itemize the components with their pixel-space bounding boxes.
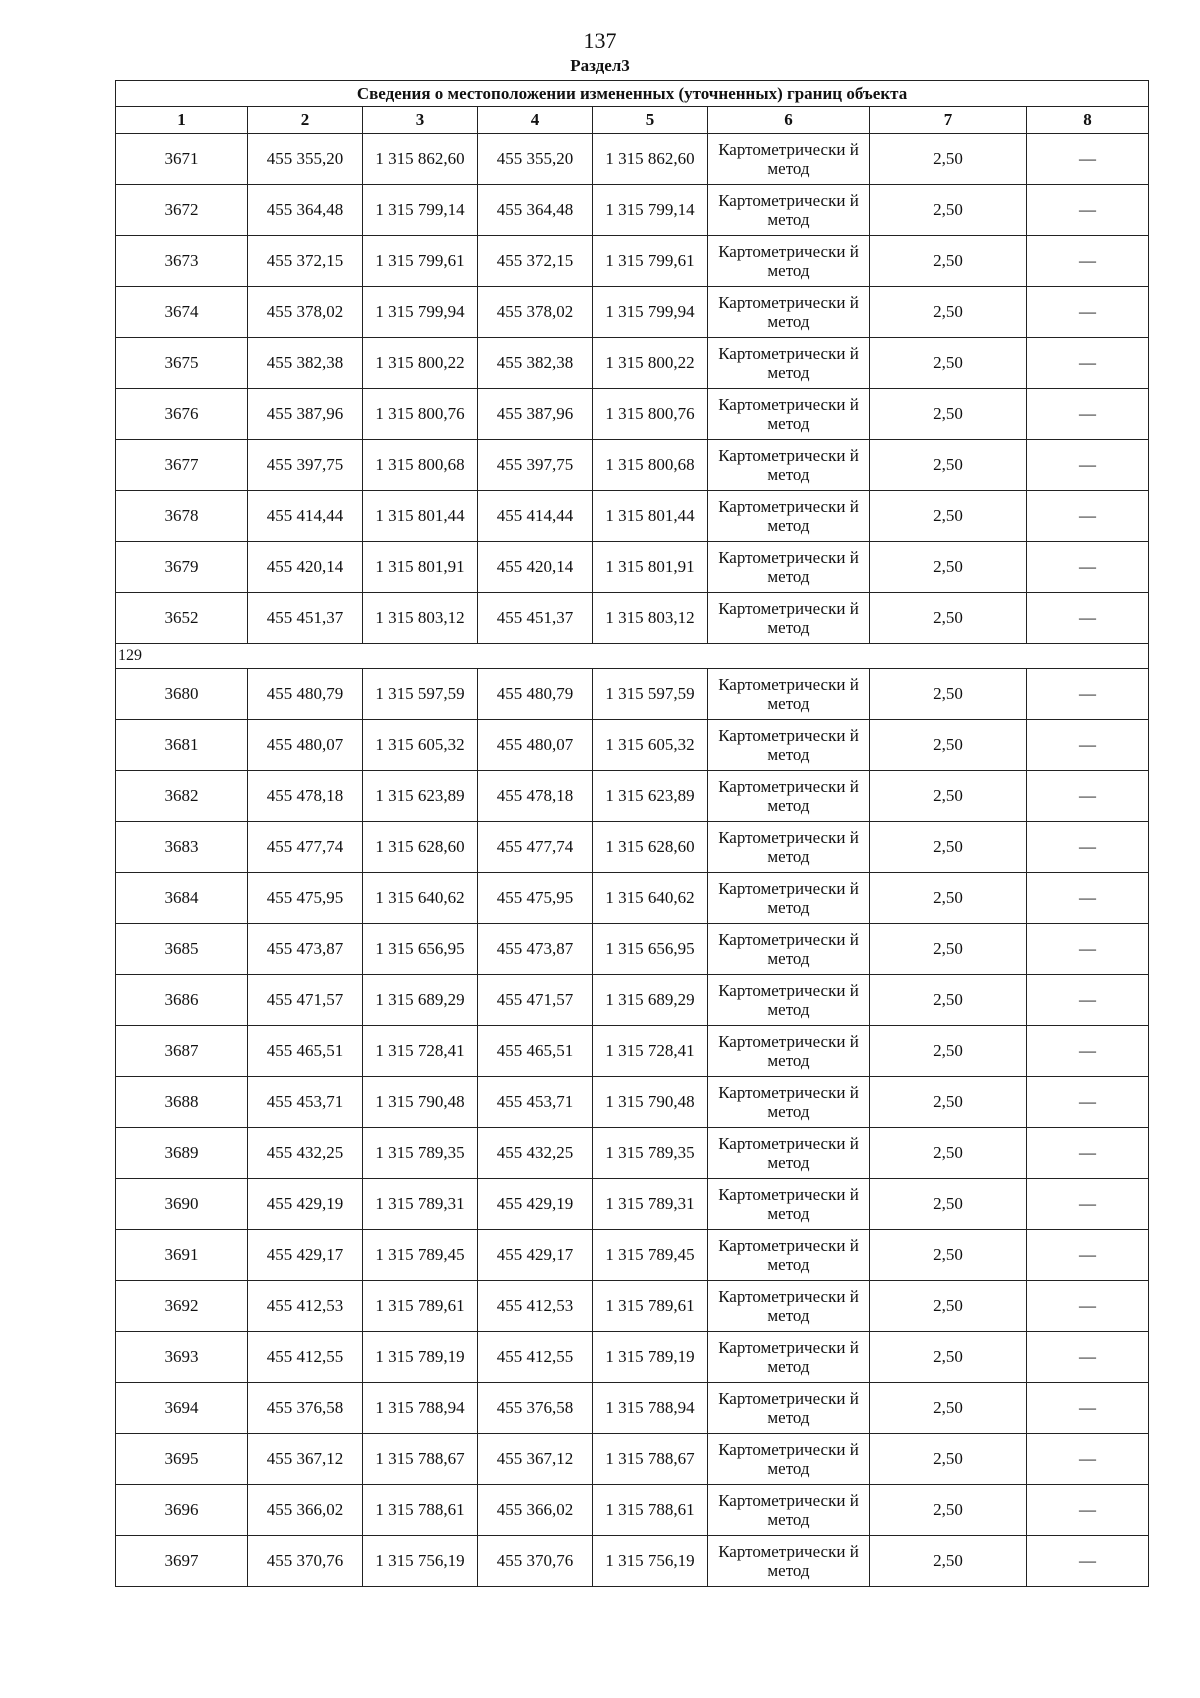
accuracy-cell: 2,50 [870,975,1027,1026]
y-new-cell: 1 315 788,61 [593,1485,708,1536]
x-old-cell: 455 478,18 [248,771,363,822]
section-title: Раздел3 [570,56,630,75]
accuracy-cell: 2,50 [870,185,1027,236]
table-row [116,185,1149,236]
column-header: 4 [478,107,593,134]
y-new-cell: 1 315 862,60 [593,134,708,185]
y-old-cell: 1 315 801,91 [363,542,478,593]
table-row [116,236,1149,287]
description-cell: — [1027,542,1149,593]
table-row [116,542,1149,593]
y-old-cell: 1 315 799,14 [363,185,478,236]
method-cell: Картометрически й метод [708,287,870,338]
x-new-cell: 455 420,14 [478,542,593,593]
accuracy-cell: 2,50 [870,1026,1027,1077]
accuracy-cell: 2,50 [870,338,1027,389]
point-number-cell: 3685 [116,924,248,975]
y-old-cell: 1 315 862,60 [363,134,478,185]
table-row [116,1128,1149,1179]
x-old-cell: 455 382,38 [248,338,363,389]
table-row [116,593,1149,644]
description-cell: — [1027,1230,1149,1281]
group-label: 129 [116,644,1149,669]
description-cell: — [1027,1179,1149,1230]
x-new-cell: 455 376,58 [478,1383,593,1434]
table-row [116,1077,1149,1128]
x-old-cell: 455 453,71 [248,1077,363,1128]
description-cell: — [1027,720,1149,771]
y-old-cell: 1 315 789,61 [363,1281,478,1332]
table-row [116,669,1149,720]
x-new-cell: 455 477,74 [478,822,593,873]
x-old-cell: 455 366,02 [248,1485,363,1536]
table-row [116,389,1149,440]
point-number-cell: 3692 [116,1281,248,1332]
description-cell: — [1027,593,1149,644]
x-new-cell: 455 366,02 [478,1485,593,1536]
x-new-cell: 455 367,12 [478,1434,593,1485]
table-row [116,975,1149,1026]
y-old-cell: 1 315 801,44 [363,491,478,542]
table-row [116,440,1149,491]
method-cell: Картометрически й метод [708,1179,870,1230]
x-old-cell: 455 477,74 [248,822,363,873]
method-cell: Картометрически й метод [708,1536,870,1587]
x-new-cell: 455 364,48 [478,185,593,236]
table-row [116,1536,1149,1587]
method-cell: Картометрически й метод [708,338,870,389]
table-row [116,287,1149,338]
description-cell: — [1027,924,1149,975]
column-header: 6 [708,107,870,134]
x-old-cell: 455 376,58 [248,1383,363,1434]
accuracy-cell: 2,50 [870,1434,1027,1485]
description-cell: — [1027,389,1149,440]
table-row [116,873,1149,924]
x-old-cell: 455 414,44 [248,491,363,542]
x-new-cell: 455 453,71 [478,1077,593,1128]
method-cell: Картометрически й метод [708,236,870,287]
point-number-cell: 3682 [116,771,248,822]
description-cell: — [1027,1536,1149,1587]
y-new-cell: 1 315 728,41 [593,1026,708,1077]
description-cell: — [1027,669,1149,720]
x-old-cell: 455 355,20 [248,134,363,185]
y-new-cell: 1 315 790,48 [593,1077,708,1128]
point-number-cell: 3673 [116,236,248,287]
description-cell: — [1027,338,1149,389]
accuracy-cell: 2,50 [870,287,1027,338]
point-number-cell: 3694 [116,1383,248,1434]
x-new-cell: 455 387,96 [478,389,593,440]
point-number-cell: 3683 [116,822,248,873]
table-row [116,1434,1149,1485]
y-new-cell: 1 315 800,76 [593,389,708,440]
description-cell: — [1027,287,1149,338]
table-row [116,771,1149,822]
column-header: 2 [248,107,363,134]
y-old-cell: 1 315 799,94 [363,287,478,338]
y-new-cell: 1 315 799,94 [593,287,708,338]
x-new-cell: 455 480,79 [478,669,593,720]
table-row [116,1485,1149,1536]
y-old-cell: 1 315 756,19 [363,1536,478,1587]
y-new-cell: 1 315 800,68 [593,440,708,491]
y-old-cell: 1 315 799,61 [363,236,478,287]
y-new-cell: 1 315 789,31 [593,1179,708,1230]
method-cell: Картометрически й метод [708,771,870,822]
point-number-cell: 3688 [116,1077,248,1128]
y-old-cell: 1 315 788,94 [363,1383,478,1434]
x-old-cell: 455 471,57 [248,975,363,1026]
method-cell: Картометрически й метод [708,1485,870,1536]
y-old-cell: 1 315 789,45 [363,1230,478,1281]
point-number-cell: 3674 [116,287,248,338]
accuracy-cell: 2,50 [870,771,1027,822]
y-old-cell: 1 315 605,32 [363,720,478,771]
x-new-cell: 455 451,37 [478,593,593,644]
accuracy-cell: 2,50 [870,389,1027,440]
point-number-cell: 3687 [116,1026,248,1077]
y-old-cell: 1 315 800,22 [363,338,478,389]
description-cell: — [1027,1281,1149,1332]
description-cell: — [1027,185,1149,236]
table-row [116,1179,1149,1230]
y-old-cell: 1 315 656,95 [363,924,478,975]
y-new-cell: 1 315 788,94 [593,1383,708,1434]
method-cell: Картометрически й метод [708,1332,870,1383]
description-cell: — [1027,1077,1149,1128]
boundary-table [115,80,1149,1587]
y-old-cell: 1 315 623,89 [363,771,478,822]
accuracy-cell: 2,50 [870,873,1027,924]
point-number-cell: 3678 [116,491,248,542]
description-cell: — [1027,1485,1149,1536]
y-new-cell: 1 315 597,59 [593,669,708,720]
x-new-cell: 455 471,57 [478,975,593,1026]
method-cell: Картометрически й метод [708,440,870,491]
x-new-cell: 455 475,95 [478,873,593,924]
y-new-cell: 1 315 623,89 [593,771,708,822]
point-number-cell: 3696 [116,1485,248,1536]
table-row [116,338,1149,389]
description-cell: — [1027,236,1149,287]
y-old-cell: 1 315 640,62 [363,873,478,924]
accuracy-cell: 2,50 [870,1077,1027,1128]
point-number-cell: 3675 [116,338,248,389]
accuracy-cell: 2,50 [870,440,1027,491]
y-new-cell: 1 315 803,12 [593,593,708,644]
accuracy-cell: 2,50 [870,491,1027,542]
description-cell: — [1027,1434,1149,1485]
x-old-cell: 455 420,14 [248,542,363,593]
accuracy-cell: 2,50 [870,720,1027,771]
method-cell: Картометрически й метод [708,491,870,542]
x-old-cell: 455 370,76 [248,1536,363,1587]
method-cell: Картометрически й метод [708,389,870,440]
method-cell: Картометрически й метод [708,873,870,924]
y-old-cell: 1 315 628,60 [363,822,478,873]
table-row [116,1230,1149,1281]
accuracy-cell: 2,50 [870,1128,1027,1179]
point-number-cell: 3671 [116,134,248,185]
point-number-cell: 3672 [116,185,248,236]
point-number-cell: 3697 [116,1536,248,1587]
column-header: 7 [870,107,1027,134]
column-header: 3 [363,107,478,134]
y-old-cell: 1 315 800,68 [363,440,478,491]
x-old-cell: 455 429,19 [248,1179,363,1230]
y-new-cell: 1 315 800,22 [593,338,708,389]
method-cell: Картометрически й метод [708,720,870,771]
x-new-cell: 455 378,02 [478,287,593,338]
method-cell: Картометрически й метод [708,1026,870,1077]
x-old-cell: 455 387,96 [248,389,363,440]
y-old-cell: 1 315 789,19 [363,1332,478,1383]
column-header: 8 [1027,107,1149,134]
y-new-cell: 1 315 789,35 [593,1128,708,1179]
y-old-cell: 1 315 788,61 [363,1485,478,1536]
y-old-cell: 1 315 789,31 [363,1179,478,1230]
point-number-cell: 3681 [116,720,248,771]
accuracy-cell: 2,50 [870,542,1027,593]
description-cell: — [1027,1332,1149,1383]
point-number-cell: 3690 [116,1179,248,1230]
point-number-cell: 3676 [116,389,248,440]
x-new-cell: 455 382,38 [478,338,593,389]
table-row [116,134,1149,185]
y-new-cell: 1 315 789,45 [593,1230,708,1281]
x-old-cell: 455 378,02 [248,287,363,338]
x-new-cell: 455 370,76 [478,1536,593,1587]
x-new-cell: 455 480,07 [478,720,593,771]
table-row [116,1383,1149,1434]
x-old-cell: 455 364,48 [248,185,363,236]
table-row [116,1332,1149,1383]
y-new-cell: 1 315 789,61 [593,1281,708,1332]
description-cell: — [1027,134,1149,185]
x-new-cell: 455 432,25 [478,1128,593,1179]
point-number-cell: 3652 [116,593,248,644]
x-old-cell: 455 475,95 [248,873,363,924]
accuracy-cell: 2,50 [870,1281,1027,1332]
column-header: 1 [116,107,248,134]
x-old-cell: 455 480,07 [248,720,363,771]
x-old-cell: 455 473,87 [248,924,363,975]
point-number-cell: 3693 [116,1332,248,1383]
x-old-cell: 455 412,53 [248,1281,363,1332]
table-caption: Сведения о местоположении измененных (уточненных) границ объекта [116,81,1149,107]
x-old-cell: 455 451,37 [248,593,363,644]
x-new-cell: 455 412,55 [478,1332,593,1383]
table-row [116,1281,1149,1332]
table-row [116,924,1149,975]
accuracy-cell: 2,50 [870,1332,1027,1383]
accuracy-cell: 2,50 [870,1230,1027,1281]
table-row [116,822,1149,873]
description-cell: — [1027,1383,1149,1434]
x-new-cell: 455 473,87 [478,924,593,975]
method-cell: Картометрически й метод [708,1281,870,1332]
x-old-cell: 455 429,17 [248,1230,363,1281]
y-new-cell: 1 315 789,19 [593,1332,708,1383]
y-new-cell: 1 315 799,14 [593,185,708,236]
x-new-cell: 455 355,20 [478,134,593,185]
description-cell: — [1027,975,1149,1026]
y-old-cell: 1 315 790,48 [363,1077,478,1128]
description-cell: — [1027,873,1149,924]
x-new-cell: 455 412,53 [478,1281,593,1332]
point-number-cell: 3695 [116,1434,248,1485]
x-old-cell: 455 397,75 [248,440,363,491]
table-caption-row [116,81,1149,107]
y-new-cell: 1 315 640,62 [593,873,708,924]
description-cell: — [1027,1128,1149,1179]
y-new-cell: 1 315 801,44 [593,491,708,542]
point-number-cell: 3689 [116,1128,248,1179]
y-new-cell: 1 315 628,60 [593,822,708,873]
method-cell: Картометрически й метод [708,185,870,236]
y-new-cell: 1 315 689,29 [593,975,708,1026]
table-row [116,491,1149,542]
point-number-cell: 3679 [116,542,248,593]
accuracy-cell: 2,50 [870,1485,1027,1536]
accuracy-cell: 2,50 [870,134,1027,185]
y-old-cell: 1 315 788,67 [363,1434,478,1485]
point-number-cell: 3680 [116,669,248,720]
method-cell: Картометрически й метод [708,1383,870,1434]
x-new-cell: 455 429,17 [478,1230,593,1281]
x-new-cell: 455 478,18 [478,771,593,822]
x-old-cell: 455 465,51 [248,1026,363,1077]
accuracy-cell: 2,50 [870,822,1027,873]
description-cell: — [1027,771,1149,822]
description-cell: — [1027,1026,1149,1077]
table-body [116,81,1149,1587]
x-old-cell: 455 412,55 [248,1332,363,1383]
accuracy-cell: 2,50 [870,669,1027,720]
point-number-cell: 3677 [116,440,248,491]
method-cell: Картометрически й метод [708,822,870,873]
y-new-cell: 1 315 656,95 [593,924,708,975]
table-group-row [116,644,1149,669]
point-number-cell: 3684 [116,873,248,924]
page-number: 137 [583,28,617,53]
table-row [116,720,1149,771]
y-new-cell: 1 315 801,91 [593,542,708,593]
accuracy-cell: 2,50 [870,924,1027,975]
description-cell: — [1027,491,1149,542]
table-header-row [116,107,1149,134]
x-old-cell: 455 480,79 [248,669,363,720]
accuracy-cell: 2,50 [870,1536,1027,1587]
point-number-cell: 3686 [116,975,248,1026]
y-old-cell: 1 315 689,29 [363,975,478,1026]
accuracy-cell: 2,50 [870,1383,1027,1434]
method-cell: Картометрически й метод [708,975,870,1026]
y-new-cell: 1 315 756,19 [593,1536,708,1587]
method-cell: Картометрически й метод [708,1128,870,1179]
x-new-cell: 455 465,51 [478,1026,593,1077]
method-cell: Картометрически й метод [708,924,870,975]
y-new-cell: 1 315 605,32 [593,720,708,771]
x-old-cell: 455 367,12 [248,1434,363,1485]
y-old-cell: 1 315 803,12 [363,593,478,644]
method-cell: Картометрически й метод [708,1077,870,1128]
x-new-cell: 455 397,75 [478,440,593,491]
y-old-cell: 1 315 789,35 [363,1128,478,1179]
y-old-cell: 1 315 800,76 [363,389,478,440]
description-cell: — [1027,822,1149,873]
description-cell: — [1027,440,1149,491]
column-header: 5 [593,107,708,134]
x-new-cell: 455 372,15 [478,236,593,287]
y-new-cell: 1 315 799,61 [593,236,708,287]
method-cell: Картометрически й метод [708,1434,870,1485]
accuracy-cell: 2,50 [870,1179,1027,1230]
table-row [116,1026,1149,1077]
x-new-cell: 455 429,19 [478,1179,593,1230]
x-old-cell: 455 432,25 [248,1128,363,1179]
method-cell: Картометрически й метод [708,593,870,644]
point-number-cell: 3691 [116,1230,248,1281]
y-old-cell: 1 315 597,59 [363,669,478,720]
method-cell: Картометрически й метод [708,542,870,593]
method-cell: Картометрически й метод [708,134,870,185]
method-cell: Картометрически й метод [708,1230,870,1281]
y-old-cell: 1 315 728,41 [363,1026,478,1077]
y-new-cell: 1 315 788,67 [593,1434,708,1485]
x-old-cell: 455 372,15 [248,236,363,287]
accuracy-cell: 2,50 [870,236,1027,287]
x-new-cell: 455 414,44 [478,491,593,542]
method-cell: Картометрически й метод [708,669,870,720]
accuracy-cell: 2,50 [870,593,1027,644]
